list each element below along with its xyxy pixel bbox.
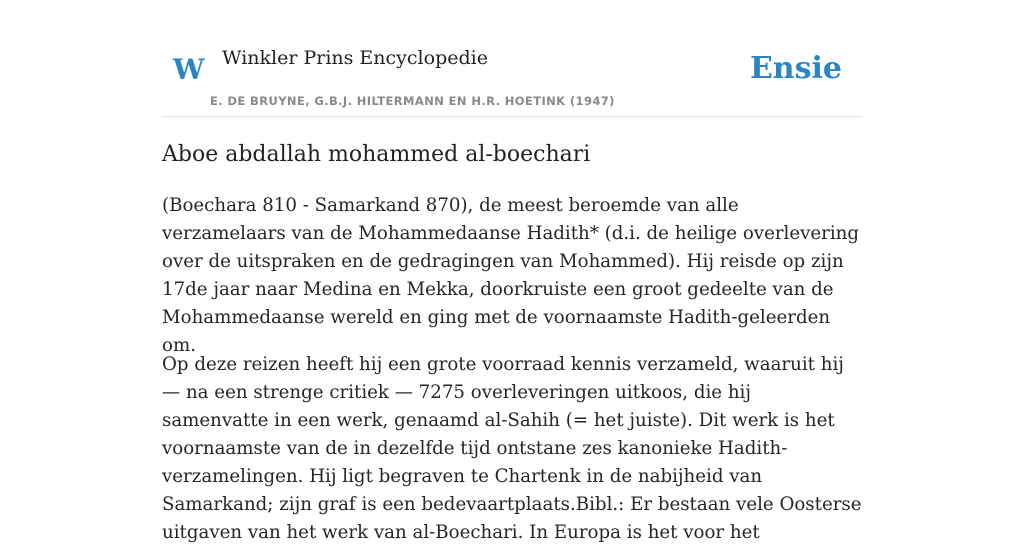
article-paragraph-1: (Boechara 810 - Samarkand 870), de meest beroemde van alle verzamelaars van de Mohammedaanse Hadith* (d.i. de heilige overlevering over de uitspraken en de gedragingen van Mohammed). Hij reisde op zijn 17de jaar naar Medina en Mekka, doorkruiste een groot gedeelte van de Mohammedaanse wereld en ging met de voornaamste Hadith-geleerden om. <box>162 195 860 356</box>
publication-logo-icon[interactable]: W <box>173 53 205 86</box>
article-paragraph-2: Op deze reizen heeft hij een grote voorraad kennis verzameld, waaruit hij — na een strenge critiek — 7275 overleveringen uitkoos, die hij samenvatte in een werk, genaamd al-Sahih (= het juiste). Dit werk is het voornaamste van de in dezelfde tijd ontstane zes kanonieke Hadith-verzamelingen. Hij ligt begraven te Chartenk in de nabijheid van Samarkand; zijn graf is een bedevaartplaats.Bibl.: Er bestaan vele Oosterse uitgaven van het werk van al-Boechari. In Europa is het voor het <box>162 354 862 543</box>
site-header <box>162 0 862 117</box>
article-title: Aboe abdallah mohammed al-boechari <box>162 142 591 167</box>
brand-logo[interactable]: Ensie <box>749 51 842 86</box>
publication-authors: E. DE BRUYNE, G.B.J. HILTERMANN EN H.R. HOETINK (1947) <box>210 94 615 108</box>
page <box>162 0 862 543</box>
publication-title[interactable]: Winkler Prins Encyclopedie <box>222 47 488 69</box>
